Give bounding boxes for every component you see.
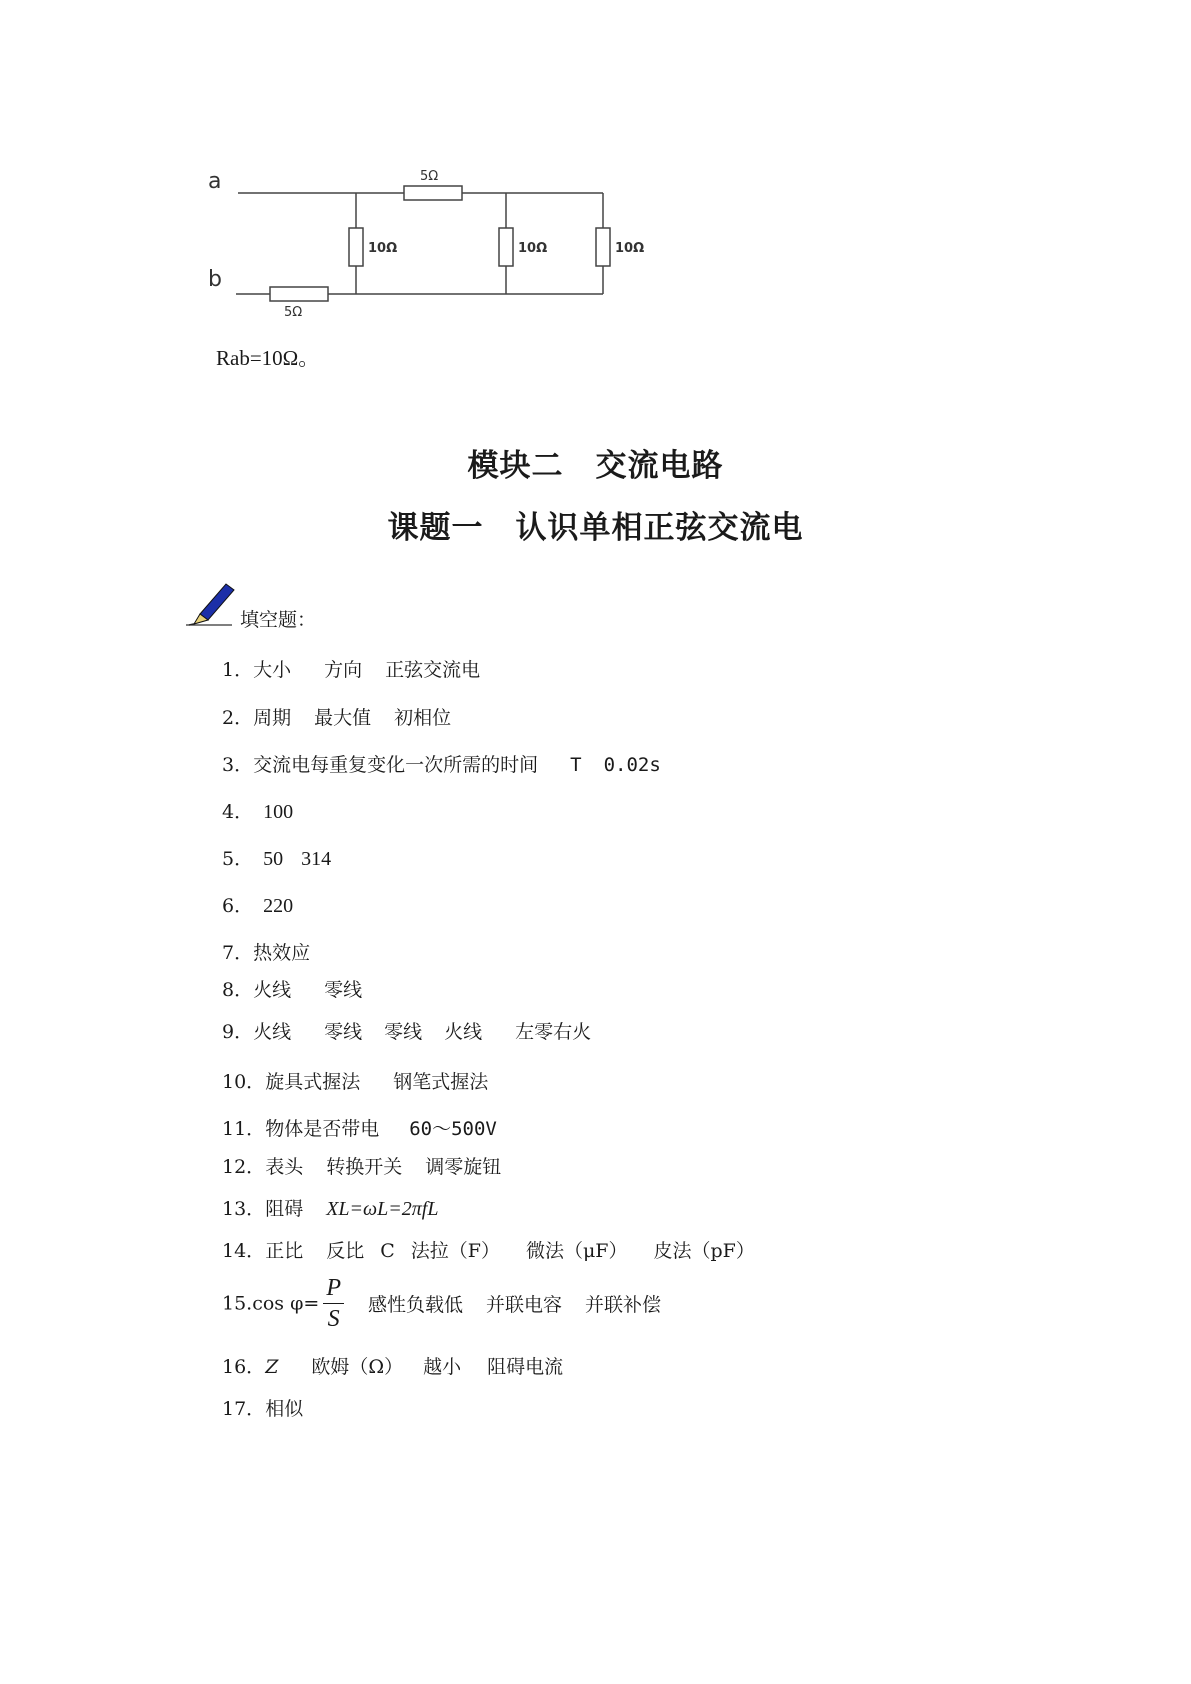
answer-number: 6． [222, 895, 254, 917]
answer-item-12 [222, 1152, 501, 1179]
answer-part: 物体是否带电 [265, 1118, 380, 1140]
answer-item-17 [222, 1394, 303, 1421]
answer-part: 相似 [265, 1398, 304, 1420]
answer-part: 左零右火 [515, 1021, 592, 1043]
answer-item-15 [222, 1276, 661, 1331]
answer-item-14 [222, 1236, 755, 1263]
resistor-bottom-label: 5Ω [284, 305, 303, 318]
answer-part: 零线 [324, 1021, 363, 1043]
answer-part: 100 [263, 801, 294, 823]
answer-part: 皮法（pF） [653, 1240, 755, 1262]
circuit-diagram [200, 158, 660, 318]
answer-number: 2． [222, 707, 254, 729]
answer-number: 4． [222, 801, 254, 823]
answer-part: 欧姆（Ω） [311, 1356, 404, 1378]
answer-number: 1． [222, 659, 254, 681]
answer-item-8 [222, 975, 362, 1002]
topic-number: 课题一 [387, 510, 484, 546]
answer-part: C [380, 1240, 395, 1262]
answer-part: 火线 [253, 979, 292, 1001]
fraction-denominator: S [327, 1306, 340, 1332]
fraction-numerator: P [323, 1276, 344, 1304]
answer-item-7 [222, 938, 310, 965]
answer-item-5 [222, 844, 331, 871]
answer-item-3 [222, 750, 661, 777]
resistor-shunt-2-label: 10Ω [518, 241, 548, 256]
pen-icon [186, 578, 236, 626]
answer-part: 转换开关 [326, 1156, 403, 1178]
answer-part: 法拉（F） [410, 1240, 500, 1262]
answer-part: 周期 [253, 707, 292, 729]
answer-part: 零线 [324, 979, 363, 1001]
answer-part: 正比 [265, 1240, 304, 1262]
module-title [0, 440, 1191, 485]
answer-part: 阻碍电流 [487, 1356, 564, 1378]
answer-part: 火线 [444, 1021, 483, 1043]
answer-number: 8． [222, 979, 254, 1001]
answer-part: 60～500V [409, 1118, 497, 1140]
answer-part: 初相位 [394, 707, 452, 729]
answer-part: 越小 [423, 1356, 462, 1378]
answer-number: 5． [222, 848, 254, 870]
resistor-top [404, 186, 462, 200]
power-factor-fraction [323, 1276, 344, 1331]
resistor-top-label: 5Ω [420, 169, 439, 184]
topic-name: 认识单相正弦交流电 [515, 510, 804, 546]
answer-number: 9． [222, 1021, 254, 1043]
resistor-shunt-3 [596, 228, 610, 266]
answer-part: 旋具式握法 [265, 1071, 361, 1093]
answer-item-16 [222, 1352, 563, 1379]
resistor-shunt-2 [499, 228, 513, 266]
resistor-bottom [270, 287, 328, 301]
topic-title [0, 502, 1191, 547]
answer-item-13 [222, 1194, 438, 1221]
reactance-formula: XL=ωL=2πfL [326, 1198, 439, 1220]
answer-part: 微法（μF） [525, 1240, 628, 1262]
answer-number: 17． [222, 1398, 266, 1420]
answer-number: 13． [222, 1198, 266, 1220]
answer-number: 10． [222, 1071, 266, 1093]
answer-item-9 [222, 1017, 591, 1044]
answer-item-2 [222, 703, 451, 730]
module-number: 模块二 [467, 448, 564, 484]
answer-number: 3． [222, 754, 254, 776]
answer-part: 并联补偿 [585, 1294, 662, 1316]
answer-number: 14． [222, 1240, 266, 1262]
resistor-shunt-3-label: 10Ω [615, 241, 645, 256]
node-b-label: b [208, 267, 222, 292]
answer-number: 12． [222, 1156, 266, 1178]
answer-item-4 [222, 797, 293, 824]
answer-part: 火线 [253, 1021, 292, 1043]
answer-number: 11． [222, 1118, 266, 1140]
answer-part: 正弦交流电 [385, 659, 481, 681]
answer-part: 并联电容 [486, 1294, 563, 1316]
answer-item-1 [222, 655, 480, 682]
section-label-fill-blank: 填空题： [240, 609, 317, 631]
node-a-label: a [208, 169, 222, 194]
answer-number: 15. [222, 1292, 253, 1315]
answer-part: 钢笔式握法 [393, 1071, 489, 1093]
answer-part: 交流电每重复变化一次所需的时间 [253, 754, 539, 776]
answer-part: 0.02s [603, 754, 661, 776]
answer-part: 方向 [324, 659, 363, 681]
resistor-shunt-1-label: 10Ω [368, 241, 398, 256]
answer-part: 感性负载低 [367, 1294, 463, 1316]
answer-part: 50 [263, 848, 284, 870]
answer-number: 16． [222, 1356, 266, 1378]
equivalent-resistance-result: Rab=10Ω。 [216, 346, 320, 370]
answer-part: 表头 [265, 1156, 304, 1178]
resistor-shunt-1 [349, 228, 363, 266]
answer-part: 反比 [326, 1240, 365, 1262]
answer-item-6 [222, 891, 293, 918]
power-factor-formula-prefix: cos φ= [252, 1292, 320, 1315]
answer-part: 阻碍 [265, 1198, 304, 1220]
answer-part: 零线 [384, 1021, 423, 1043]
answer-number: 7． [222, 942, 254, 964]
answer-part: 314 [301, 848, 332, 870]
answer-item-11 [222, 1114, 497, 1141]
answer-part: Z [265, 1356, 279, 1378]
answer-part: 调零旋钮 [425, 1156, 502, 1178]
answer-item-10 [222, 1067, 488, 1094]
module-name: 交流电路 [595, 448, 724, 484]
answer-part: T [570, 754, 582, 776]
answer-part: 最大值 [314, 707, 372, 729]
answer-part: 热效应 [253, 942, 311, 964]
answer-part: 220 [263, 895, 294, 917]
answer-part: 大小 [253, 659, 292, 681]
